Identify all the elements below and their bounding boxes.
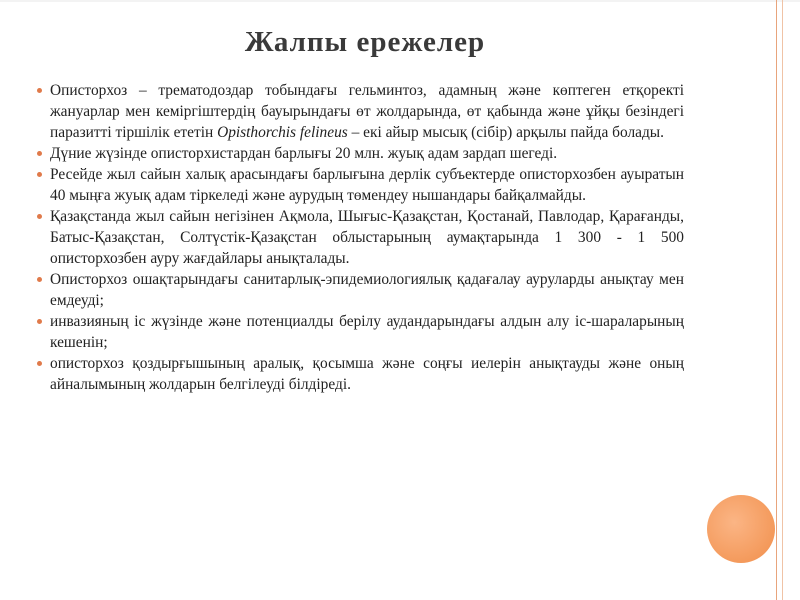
bullet-text: Ресейде жыл сайын халық арасындағы барлығына дерлік субъектерде описторхозбен ауыратын 40 мыңға жуық адам тіркеледі және аурудың төмендеу нышандары байқалмайды.	[50, 166, 684, 204]
bullet-item	[46, 353, 684, 395]
bullet-dot-icon	[37, 361, 42, 366]
bullet-item	[46, 164, 684, 206]
right-border-line-inner	[782, 0, 783, 600]
bullet-text: Қазақстанда жыл сайын негізінен Ақмола, Шығыс-Қазақстан, Қостанай, Павлодар, Қарағанды, Батыс-Қазақстан, Солтүстік-Қазақстан облыстарының аумақтарында 1 300 - 1 500 описторхозбен ауру жағдайлары анықталады.	[50, 208, 684, 267]
slide-title: Жалпы ережелер	[244, 26, 486, 58]
bullet-item	[46, 80, 684, 143]
bullet-dot-icon	[37, 172, 42, 177]
bullet-text: описторхоз қоздырғышының аралық, қосымша және соңғы иелерін анықтауды және оның айналымының жолдарын белгілеуді білдіреді.	[50, 355, 684, 393]
bullet-item	[46, 206, 684, 269]
frame-top-line	[0, 0, 800, 2]
bullet-dot-icon	[37, 277, 42, 282]
bullet-item	[46, 143, 684, 164]
bullet-text: Дүние жүзінде описторхистардан барлығы 20 млн. жуық адам зардап шегеді.	[50, 145, 558, 162]
bullet-dot-icon	[37, 214, 42, 219]
bullet-text: Описторхоз ошақтарындағы санитарлық-эпидемиологиялық қадағалау ауруларды анықтау мен емдеуді;	[50, 271, 684, 309]
decorative-circle-icon	[707, 495, 775, 563]
bullet-item	[46, 269, 684, 311]
bullet-dot-icon	[37, 88, 42, 93]
bullet-list	[46, 80, 684, 395]
bullet-text-italic: Opisthorchis felineus	[217, 124, 348, 141]
bullet-text: инвазияның іс жүзінде және потенциалды берілу аудандарындағы алдын алу іс-шараларының кешенін;	[50, 313, 684, 351]
bullet-dot-icon	[37, 151, 42, 156]
bullet-text-post: – екі айыр мысық (сібір) арқылы пайда болады.	[347, 124, 664, 141]
bullet-item	[46, 311, 684, 353]
bullet-text: Описторхоз – трематодоздар тобындағы гельминтоз, адамның және көптеген етқоректі жануарлар мен кеміргіштердің бауырындағы өт жолдарында, өт қабында және ұйқы безіндегі паразитті тіршілік ететін	[50, 82, 684, 141]
right-border-line	[776, 0, 777, 600]
bullet-dot-icon	[37, 319, 42, 324]
